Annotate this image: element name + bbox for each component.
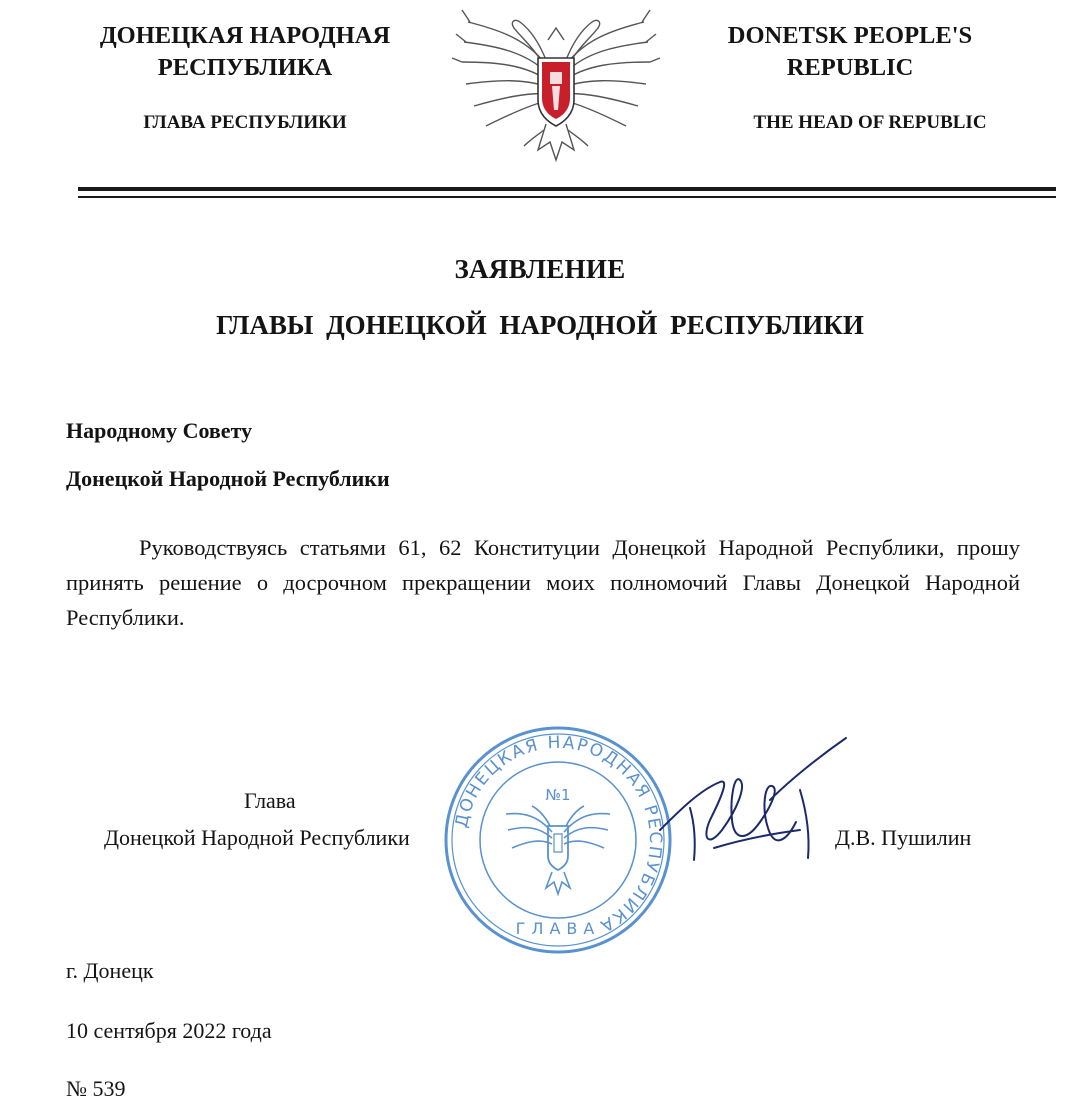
header-divider-thick bbox=[78, 187, 1056, 191]
stamp-bottom-text: ГЛАВА bbox=[515, 919, 601, 938]
letterhead-right bbox=[680, 20, 1020, 85]
addressee-line1: Народному Совету bbox=[66, 418, 253, 443]
letterhead-left-subtitle: ГЛАВА РЕСПУБЛИКИ bbox=[143, 112, 347, 133]
letterhead-right-line2: REPUBLIC bbox=[786, 54, 914, 82]
letterhead-left bbox=[60, 20, 430, 85]
document-place: г. Донецк bbox=[66, 958, 154, 983]
body-paragraph: Руководствуясь статьями 61, 62 Конституции Донецкой Народной Республики, прошу принять решение о досрочном прекращении моих полномочий Главы Донецкой Народной Республики. bbox=[66, 535, 1020, 630]
document-number: № 539 bbox=[66, 1076, 126, 1101]
letterhead-left-line1: ДОНЕЦКАЯ НАРОДНАЯ bbox=[99, 22, 391, 49]
stamp-number: №1 bbox=[545, 786, 571, 804]
handwritten-signature bbox=[650, 730, 860, 880]
double-headed-eagle-icon bbox=[450, 0, 662, 168]
document-subtitle: ГЛАВЫ ДОНЕЦКОЙ НАРОДНОЙ РЕСПУБЛИКИ bbox=[216, 310, 864, 340]
addressee-line2: Донецкой Народной Республики bbox=[66, 466, 390, 491]
official-stamp-icon bbox=[440, 722, 676, 958]
document-title: ЗАЯВЛЕНИЕ bbox=[454, 254, 626, 284]
letterhead-left-line2: РЕСПУБЛИКА bbox=[157, 54, 333, 82]
stamp-ring-text: ДОНЕЦКАЯ НАРОДНАЯ РЕСПУБЛИКА bbox=[451, 732, 666, 937]
letterhead-right-line1: DONETSK PEOPLE'S bbox=[727, 22, 973, 49]
signatory-name: Д.В. Пушилин bbox=[835, 825, 972, 850]
document-date: 10 сентября 2022 года bbox=[66, 1018, 272, 1043]
signatory-position-line2: Донецкой Народной Республики bbox=[104, 825, 410, 850]
signatory-position-line1: Глава bbox=[244, 788, 296, 813]
letterhead-right-subtitle: THE HEAD OF REPUBLIC bbox=[753, 112, 987, 133]
header-divider-thin bbox=[78, 196, 1056, 198]
